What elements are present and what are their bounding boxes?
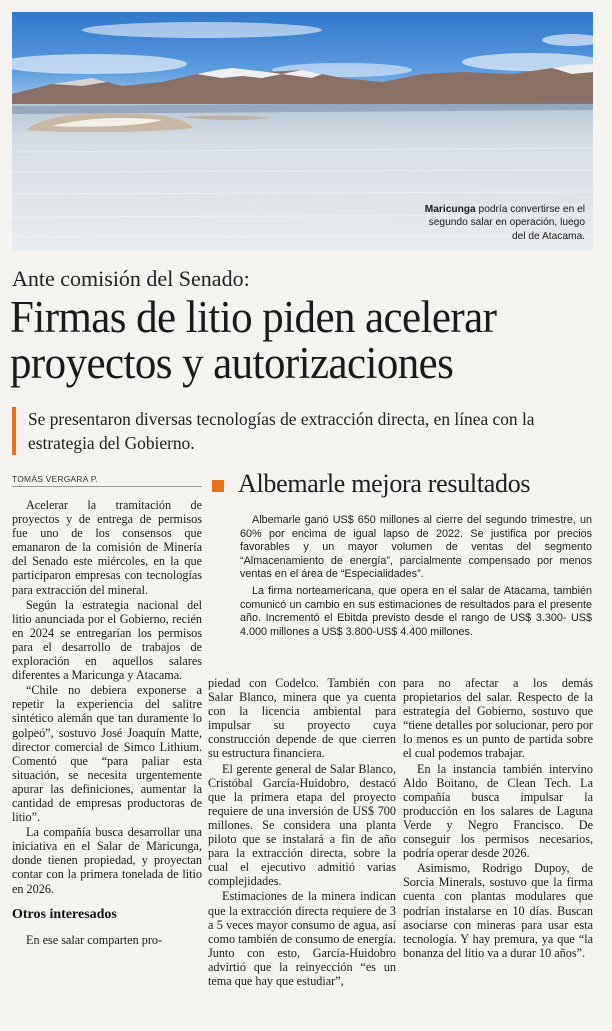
orange-square-icon [212, 480, 224, 492]
box-title: Albemarle mejora resultados [238, 469, 531, 498]
paragraph: En ese salar comparten pro- [26, 932, 163, 947]
article-column-1 [12, 498, 202, 948]
kicker: Ante comisión del Senado: [12, 266, 250, 291]
paragraph: Según la estrategia nacional del litio anunciada por el Gobierno, recién en 2024 se entregarían los permisos para el desarrollo de trabajos de exploración en aquellos salares diferentes a Maricunga y Atacama. [12, 597, 202, 683]
article-photo [12, 12, 593, 251]
headline: Firmas de litio piden acelerar proyectos y autorizaciones [10, 292, 497, 388]
photo-caption-text: podría convertirse en el segundo salar en operación, luego del de Atacama. [428, 203, 585, 242]
lead-paragraph: Se presentaron diversas tecnologías de extracción directa, en línea con la estrategia del Gobierno. [28, 409, 535, 453]
paragraph: para no afectar a los demás propietarios del salar. Respecto de la estrategia del Gobierno, sostuvo que “tiene detalles por solucionar, pero por lo menos es un punto de partida sobre el cual podemos trabajar. [403, 676, 593, 761]
paragraph: El gerente general de Salar Blanco, Cristóbal García-Huidobro, destacó que la primera etapa del proyecto requiere de una inversión de US$ 700 millones. Se considera una planta piloto que se instalará a fin de año para la extracción directa, sobre la cual el ejecutivo admitió varias complejidades. [208, 761, 396, 889]
lead-accent-bar [12, 407, 16, 455]
photo-caption [413, 203, 585, 244]
box-header [210, 464, 595, 500]
paragraph: piedad con Codelco. También con Salar Blanco, minera que ya cuenta con la licencia ambiental para impulsar su proyecto cuya construcción depende de que cierren su estructura financiera. [208, 676, 396, 761]
paragraph: La compañía busca desarrollar una iniciativa en el Salar de Maricunga, donde tienen propiedad, y proyectan contar con la primera tonelada de litio en 2026. [12, 825, 202, 896]
box-paragraph: La firma norteamericana, que opera en el salar de Atacama, también comunicó un cambio en sus estimaciones de resultados para el presente año. Incrementó el Ebitda previsto desde el rango de US$ 3.300- US$ 4.000 millones a US$ 3.800-US$ 4.400 millones. [240, 584, 592, 638]
paragraph: Estimaciones de la minera indican que la extracción directa requiere de 3 a 5 veces mayor consumo de agua, así como también de consumo de energía. Junto con esto, García-Huidobro advirtió que la reinyección “es un tema que hay que estudiar”, [208, 889, 396, 988]
box-body [240, 514, 592, 642]
photo-caption-bold: Maricunga [424, 203, 476, 215]
box-paragraph: Albemarle ganó US$ 650 millones al cierre del segundo trimestre, un 60% por encima de igual lapso de 2022. Se justifica por precios favorables y un mayor volumen de ventas del segmento “Almacenamiento de energía”, parcialmente compensado por menos ventas en el área de “Especialidades”. [240, 514, 592, 581]
article-column-2 [208, 676, 396, 989]
paragraph: “Chile no debiera exponerse a repetir la experiencia del salitre sintético alemán que tan duramente lo golpeó”, sostuvo José Joaquín Matte, director comercial de Simco Lithium. Comentó que “para paliar esta situación, se necesita urgentemente apurar las definiciones, aumentar la cantidad de empresas productoras de litio”. [12, 683, 202, 825]
byline: TOMÁS VERGARA P. [12, 474, 202, 487]
paragraph: En la instancia también intervino Aldo Boitano, de Clean Tech. La compañía busca impulsar la producción en los salares de Laguna Verde y Negro Francisco. De conseguir los permisos necesarios, podría operar desde 2026. [403, 761, 593, 861]
paragraph: Asimismo, Rodrigo Dupoy, de Sorcia Minerals, sostuvo que la firma cuenta con plantas modulares que podrían instalarse en 10 días. Buscan asociarse con mineras para usar esta tecnología. Y hay premura, ya que “la bonanza del litio va a durar 10 años”. [403, 861, 593, 960]
article-column-3 [403, 676, 593, 961]
paragraph: Acelerar la tramitación de proyectos y de entrega de permisos fue uno de los consensos que emanaron de la comisión de Minería del Senado este miércoles, en la que participaron empresas con tecnologías para extracción del mineral. [12, 498, 202, 597]
albemarle-box [210, 464, 595, 664]
section-subhead: Otros interesados [12, 906, 117, 922]
